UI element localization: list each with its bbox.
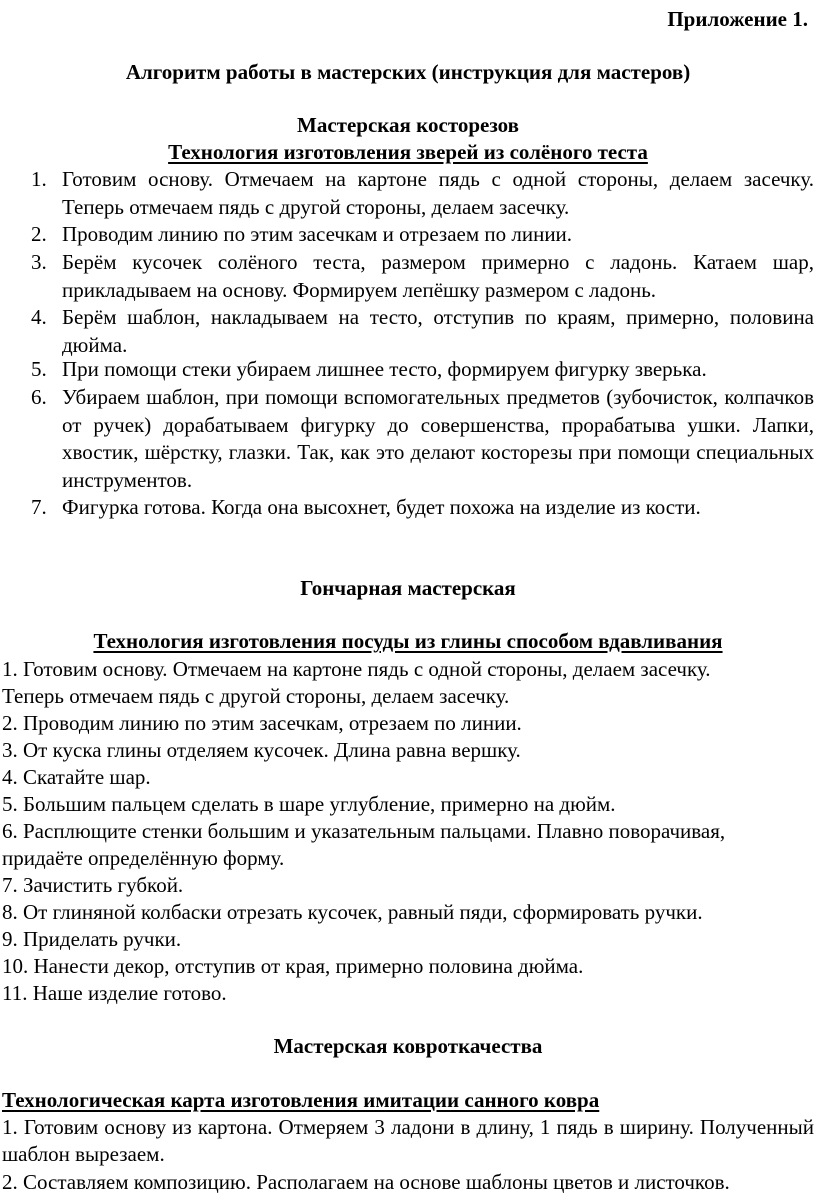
pottery-step-1-line-2: Теперь отмечаем пядь с другой стороны, делаем засечку. <box>2 684 510 708</box>
list-item-number: 7. <box>31 495 47 519</box>
carpet-step-2: 2. Составляем композицию. Располагаем на основе шаблоны цветов и листочков. <box>2 1170 730 1194</box>
pottery-step-1-line-1: 1. Готовим основу. Отмечаем на картоне пядь с одной стороны, делаем засечку. <box>2 657 711 681</box>
pottery-step-7: 7. Зачистить губкой. <box>2 873 184 897</box>
list-item-number: 3. <box>31 250 47 274</box>
list-item-text: Фигурка готова. Когда она высохнет, будет похожа на изделие из кости. <box>62 495 701 519</box>
list-item-number: 5. <box>31 357 47 381</box>
bone-carvers-technology-heading <box>0 139 816 165</box>
appendix-label: Приложение 1. <box>667 7 808 31</box>
carpet-workshop-heading: Мастерская ковроткачества <box>273 1034 543 1058</box>
pottery-step-9: 9. Приделать ручки. <box>2 927 182 951</box>
list-item-number: 1. <box>31 167 47 191</box>
main-title: Алгоритм работы в мастерских (инструкция для мастеров) <box>125 60 691 84</box>
list-item-number: 6. <box>31 385 47 409</box>
pottery-step-6-line-2: придаёте определённую форму. <box>2 846 285 870</box>
list-item-text: Убираем шаблон, при помощи вспомогательных предметов (зубочисток, колпачков от ручек) дорабатываем фигурку до совершенства, прорабатыва ушки. Лапки, хвостик, шёрстку, глазки. Так, как это делают косторезы при помощи специальных инструментов. <box>62 385 814 492</box>
pottery-step-2: 2. Проводим линию по этим засечкам, отрезаем по линии. <box>2 711 522 735</box>
list-item-text: Готовим основу. Отмечаем на картоне пядь с одной стороны, делаем засечку. Теперь отмечаем пядь с другой стороны, делаем засечку. <box>62 167 814 219</box>
pottery-step-3: 3. От куска глины отделяем кусочек. Длина равна вершку. <box>2 738 521 762</box>
list-item-text: Проводим линию по этим засечкам и отрезаем по линии. <box>62 222 573 246</box>
pottery-step-8: 8. От глиняной колбаски отрезать кусочек, равный пяди, сформировать ручки. <box>2 900 703 924</box>
list-item-number: 4. <box>31 305 47 329</box>
carpet-technology-heading <box>2 1087 814 1113</box>
pottery-step-6-line-1: 6. Расплющите стенки большим и указательным пальцами. Плавно поворачивая, <box>2 819 726 843</box>
pottery-step-11: 11. Наше изделие готово. <box>2 981 227 1005</box>
pottery-step-5: 5. Большим пальцем сделать в шаре углубление, примерно на дюйм. <box>2 792 616 816</box>
list-item-text: Берём кусочек солёного теста, размером примерно с ладонь. Катаем шар, прикладываем на основу. Формируем лепёшку размером с ладонь. <box>62 250 814 302</box>
pottery-technology-text: Технология изготовления посуды из глины способом вдавливания <box>93 629 723 653</box>
bone-carvers-workshop-heading: Мастерская косторезов <box>297 113 519 137</box>
pottery-step-4: 4. Скатайте шар. <box>2 765 151 789</box>
pottery-step-10: 10. Нанести декор, отступив от края, примерно половина дюйма. <box>2 954 584 978</box>
list-item-number: 2. <box>31 222 47 246</box>
list-item-text: При помощи стеки убираем лишнее тесто, формируем фигурку зверька. <box>62 357 707 381</box>
bone-carvers-technology-text: Технология изготовления зверей из солёного теста <box>168 140 648 164</box>
pottery-workshop-heading: Гончарная мастерская <box>300 576 516 600</box>
pottery-technology-heading <box>0 628 816 654</box>
list-item-text: Берём шаблон, накладываем на тесто, отступив по краям, примерно, половина дюйма. <box>62 305 814 357</box>
carpet-technology-text: Технологическая карта изготовления имитации санного ковра <box>2 1088 600 1112</box>
carpet-step-1: 1. Готовим основу из картона. Отмеряем 3 ладони в длину, 1 пядь в ширину. Полученный шаблон вырезаем. <box>2 1115 814 1167</box>
